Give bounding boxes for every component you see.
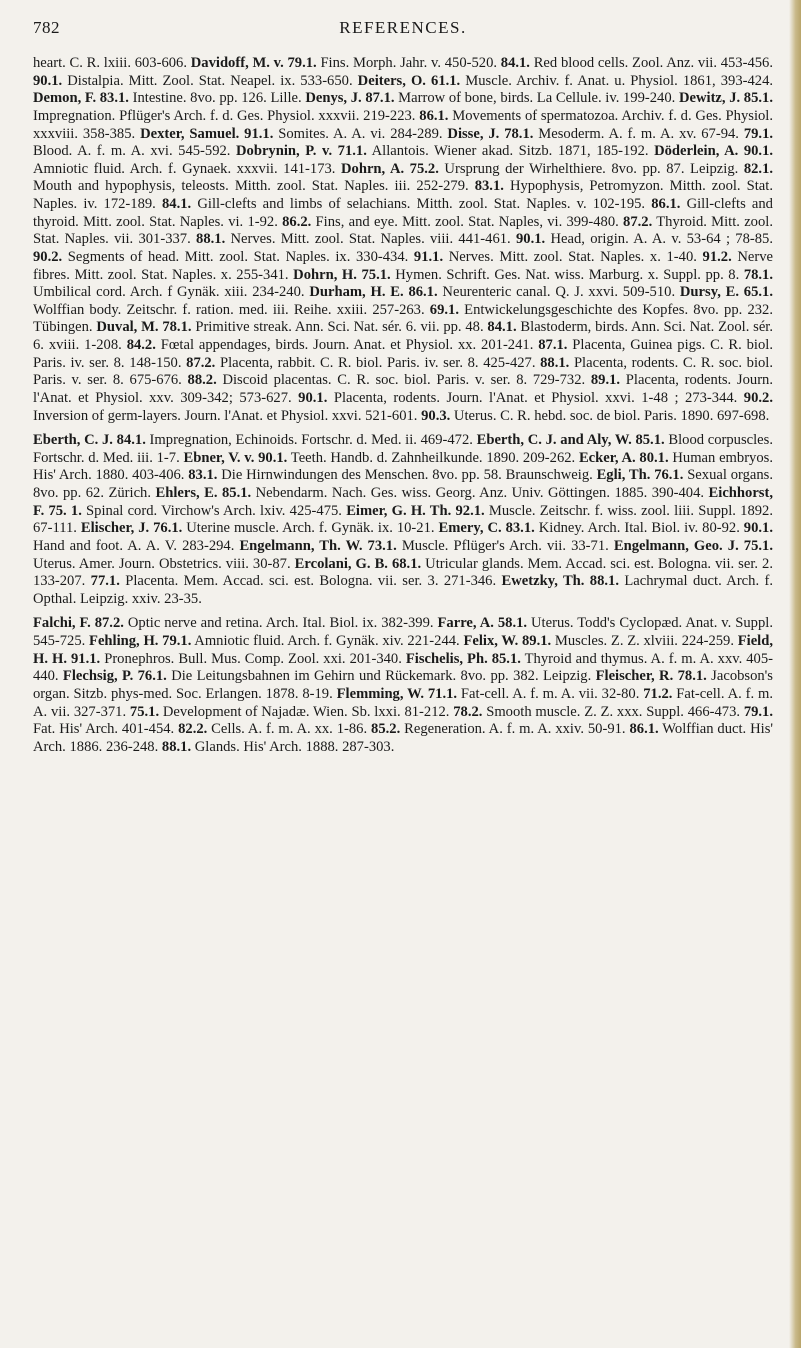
reference-paragraph-e: Eberth, C. J. 84.1. Impregnation, Echinoids. Fortschr. d. Med. ii. 469-472. Eberth, C. J. and Aly, W. 85.1. Blood corpuscles. Fortschr. d. Med. iii. 1-7. Ebner, V. v. 90.1. Teeth. Handb. d. Zahnheilkunde. 1890. 209-262. Ecker, A. 80.1. Human embryos. His' Arch. 1880. 403-406. 83.1. Die Hirnwindungen des Menschen. 8vo. pp. 58. Braunschweig. Egli, Th. 76.1. Sexual organs. 8vo. pp. 62. Zürich. Ehlers, E. 85.1. Nebendarm. Nach. Ges. wiss. Georg. Anz. Univ. Göttingen. 1885. 390-404. Eichhorst, F. 75. 1. Spinal cord. Virchow's Arch. lxiv. 425-475. Eimer, G. H. Th. 92.1. Muscle. Zeitschr. f. wiss. zool. liii. Suppl. 1892. 67-111. Elischer, J. 76.1. Uterine muscle. Arch. f. Gynäk. ix. 10-21. Emery, C. 83.1. Kidney. Arch. Ital. Biol. iv. 80-92. 90.1. Hand and foot. A. A. V. 283-294. Engelmann, Th. W. 73.1. Muscle. Pflüger's Arch. vii. 33-71. Engelmann, Geo. J. 75.1. Uterus. Amer. Journ. Obstetrics. viii. 30-87. Ercolani, G. B. 68.1. Utricular glands. Mem. Accad. sci. est. Bologna. vii. ser. 2. 133-207. 77.1. Placenta. Mem. Accad. sci. est. Bologna. vii. ser. 3. 271-346. Ewetzky, Th. 88.1. Lachrymal duct. Arch. f. Opthal. Leipzig. xxiv. 23-35. (33, 432, 774, 607)
reference-paragraph-f: Falchi, F. 87.2. Optic nerve and retina. Arch. Ital. Biol. ix. 382-399. Farre, A. 58.1. Uterus. Todd's Cyclopæd. Anat. v. Suppl. 545-725. Fehling, H. 79.1. Amniotic fluid. Arch. f. Gynäk. xiv. 221-244. Felix, W. 89.1. Muscles. Z. Z. xlviii. 224-259. Field, H. H. 91.1. Pronephros. Bull. Mus. Comp. Zool. xxi. 201-340. Fischelis, Ph. 85.1. Thyroid and thymus. A. f. m. A. xxv. 405-440. Flechsig, P. 76.1. Die Leitungsbahnen im Gehirn und Rückemark. 8vo. pp. 382. Leipzig. Fleischer, R. 78.1. Jacobson's organ. Sitzb. phys-med. Soc. Erlangen. 1878. 8-19. Flemming, W. 71.1. Fat-cell. A. f. m. A. vii. 32-80. 71.2. Fat-cell. A. f. m. A. vii. 327-371. 75.1. Development of Najadæ. Wien. Sb. lxxi. 81-212. 78.2. Smooth muscle. Z. Z. xxx. Suppl. 466-473. 79.1. Fat. His' Arch. 401-454. 82.2. Cells. A. f. m. A. xx. 1-86. 85.2. Regeneration. A. f. m. A. xxiv. 50-91. 86.1. Wolffian duct. His' Arch. 1886. 236-248. 88.1. Glands. His' Arch. 1888. 287-303. (33, 615, 774, 755)
running-head: REFERENCES. (339, 18, 467, 37)
page-number: 782 (33, 18, 60, 37)
page-header (33, 18, 773, 44)
page-edge-shadow (789, 0, 801, 1348)
reference-paragraph-d: heart. C. R. lxiii. 603-606. Davidoff, M. v. 79.1. Fins. Morph. Jahr. v. 450-520. 84.1. Red blood cells. Zool. Anz. vii. 453-456. 90.1. Distalpia. Mitt. Zool. Stat. Neapel. ix. 533-650. Deiters, O. 61.1. Muscle. Archiv. f. Anat. u. Physiol. 1861, 393-424. Demon, F. 83.1. Intestine. 8vo. pp. 126. Lille. Denys, J. 87.1. Marrow of bone, birds. La Cellule. iv. 199-240. Dewitz, J. 85.1. Impregnation. Pflüger's Arch. f. d. Ges. Physiol. xxxvii. 219-223. 86.1. Movements of spermatozoa. Archiv. f. d. Ges. Physiol. xxxviii. 358-385. Dexter, Samuel. 91.1. Somites. A. A. vi. 284-289. Disse, J. 78.1. Mesoderm. A. f. m. A. xv. 67-94. 79.1. Blood. A. f. m. A. xvi. 545-592. Dobrynin, P. v. 71.1. Allantois. Wiener akad. Sitzb. 1871, 185-192. Döderlein, A. 90.1. Amniotic fluid. Arch. f. Gynaek. xxxvii. 141-173. Dohrn, A. 75.2. Ursprung der Wirhelthiere. 8vo. pp. 87. Leipzig. 82.1. Mouth and hypophysis, teleosts. Mitth. zool. Stat. Naples. iii. 252-279. 83.1. Hypophysis, Petromyzon. Mitth. zool. Stat. Naples. iv. 172-189. 84.1. Gill-clefts and limbs of selachians. Mitth. zool. Stat. Naples. v. 102-195. 86.1. Gill-clefts and thyroid. Mitt. zool. Stat. Naples. vi. 1-92. 86.2. Fins, and eye. Mitt. zool. Stat. Naples, vi. 399-480. 87.2. Thyroid. Mitt. zool. Stat. Naples. vii. 301-337. 88.1. Nerves. Mitt. zool. Stat. Naples. viii. 441-461. 90.1. Head, origin. A. A. v. 53-64 ; 78-85. 90.2. Segments of head. Mitt. zool. Stat. Naples. ix. 330-434. 91.1. Nerves. Mitt. zool. Stat. Naples. x. 1-40. 91.2. Nerve fibres. Mitt. zool. Stat. Naples. x. 255-341. Dohrn, H. 75.1. Hymen. Schrift. Ges. Nat. wiss. Marburg. x. Suppl. pp. 8. 78.1. Umbilical cord. Arch. f Gynäk. xiii. 234-240. Durham, H. E. 86.1. Neurenteric canal. Q. J. xxvi. 509-510. Dursy, E. 65.1. Wolffian body. Zeitschr. f. ration. med. iii. Reihe. xxiii. 257-263. 69.1. Entwickelungsgeschichte des Kopfes. 8vo. pp. 232. Tübingen. Duval, M. 78.1. Primitive streak. Ann. Sci. Nat. sér. 6. vii. pp. 48. 84.1. Blastoderm, birds. Ann. Sci. Nat. Zool. sér. 6. xviii. 1-208. 84.2. Fœtal appendages, birds. Journ. Anat. et Physiol. xx. 201-241. 87.1. Placenta, Guinea pigs. C. R. biol. Paris. iv. ser. 8. 148-150. 87.2. Placenta, rabbit. C. R. biol. Paris. iv. ser. 8. 425-427. 88.1. Placenta, rodents. C. R. soc. biol. Paris. v. ser. 8. 675-676. 88.2. Discoid placentas. C. R. soc. biol. Paris. v. ser. 8. 729-732. 89.1. Placenta, rodents. Journ. l'Anat. et Physiol. xxv. 309-342; 573-627. 90.1. Placenta, rodents. Journ. l'Anat. et Physiol. xxvi. 1-48 ; 273-344. 90.2. Inversion of germ-layers. Journ. l'Anat. et Physiol. xxvi. 521-601. 90.3. Uterus. C. R. hebd. soc. de biol. Paris. 1890. 697-698. (33, 55, 774, 424)
references-body (33, 55, 773, 756)
